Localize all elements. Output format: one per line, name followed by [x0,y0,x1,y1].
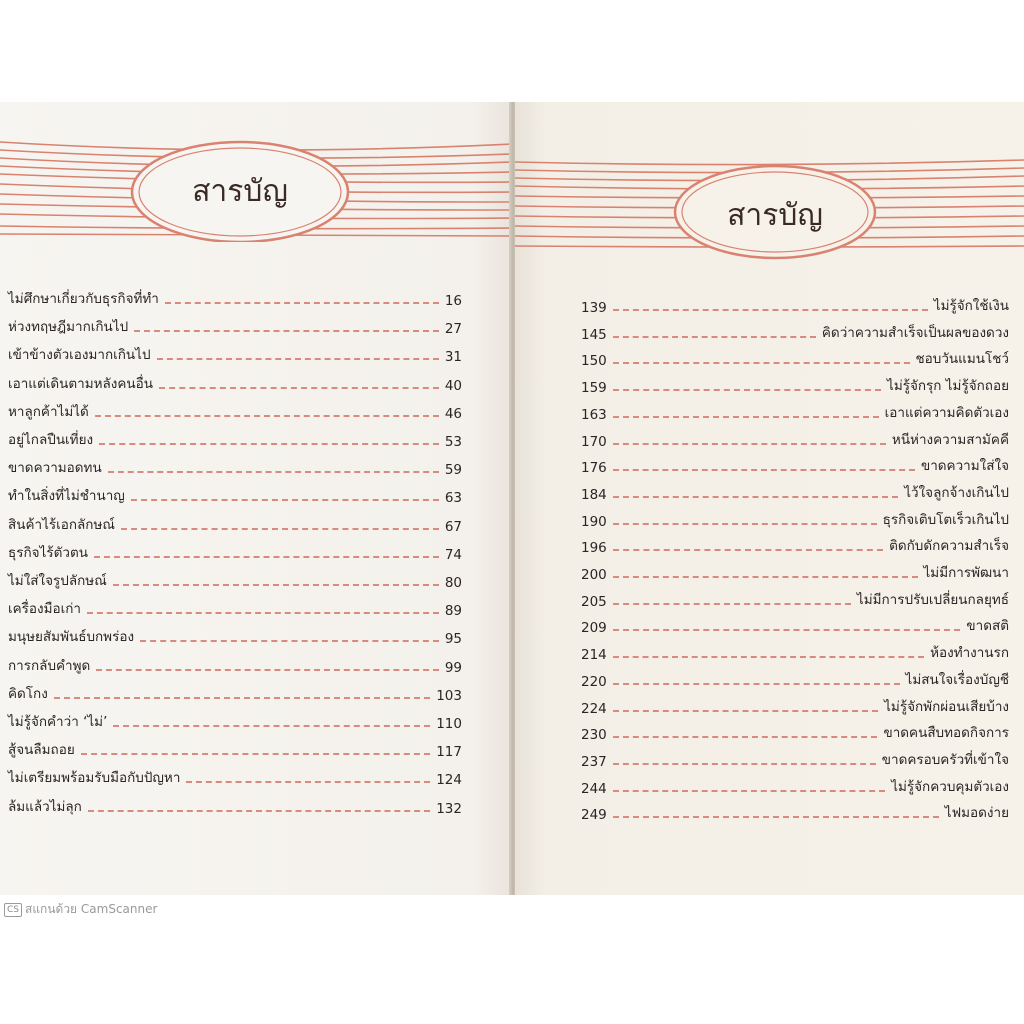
toc-entry [581,347,1009,369]
toc-entry-page: 205 [581,593,607,610]
toc-entry-page: 27 [444,321,462,338]
toc-leader-dots [157,358,439,360]
toc-entry [8,541,462,563]
toc-leader-dots [613,603,851,605]
toc-entry [8,315,462,337]
toc-leader-dots [613,523,877,525]
toc-leader-dots [613,496,898,498]
toc-entry-page: 53 [444,434,462,450]
toc-entry-page: 139 [581,300,607,316]
toc-entry-title: อยู่ไกลปืนเที่ยง [8,432,94,448]
toc-entry [581,428,1009,450]
toc-leader-dots [613,309,928,311]
toc-entry-title: ไม่มีการปรับเปลี่ยนกลยุทธ์ [856,591,1009,608]
toc-leader-dots [113,725,430,727]
toc-entry [581,561,1009,583]
toc-entry-title: หนีห่างความสามัคคี [891,431,1009,448]
toc-entry-title: การกลับคำพูด [8,657,91,674]
toc-entry [8,597,462,619]
toc-entry-page: 220 [581,673,607,690]
toc-entry-title: มนุษยสัมพันธ์บกพร่อง [8,629,135,646]
toc-entry-title: ธุรกิจเติบโตเร็วเกินไป [882,511,1009,528]
toc-entry-page: 124 [436,772,462,789]
toc-entry [581,695,1009,717]
toc-entry [8,372,462,394]
toc-entry-page: 16 [444,293,462,309]
toc-leader-dots [108,471,439,473]
toc-entry-page: 103 [436,687,462,704]
toc-leader-dots [613,416,879,418]
toc-entry [581,748,1009,770]
toc-entry [8,795,462,817]
toc-entry-page: 31 [444,349,462,366]
toc-entry-title: ไม่รู้จักรุก ไม่รู้จักถอย [887,378,1009,395]
toc-entry-title: ติดกับดักความสำเร็จ [889,538,1009,555]
toc-entry-page: 209 [581,620,607,637]
toc-entry [8,400,462,422]
toc-leader-dots [613,362,910,364]
toc-entry-title: ห่วงทฤษฎีมากเกินไป [8,319,129,336]
scanner-watermark-text: สแกนด้วย CamScanner [25,902,158,916]
toc-entry [8,428,462,450]
toc-entry [8,682,462,704]
toc-entry-title: ขาดความอดทน [8,460,102,477]
toc-leader-dots [613,629,961,631]
toc-leader-dots [613,336,816,338]
toc-leader-dots [96,669,439,671]
toc-leader-dots [140,640,439,642]
toc-entry [8,654,462,676]
toc-entry-title: ไม่สนใจเรื่องบัญชี [905,671,1009,688]
toc-entry-page: 89 [444,603,462,620]
toc-entry [8,513,462,535]
toc-leader-dots [159,387,439,389]
toc-entry-page: 249 [581,807,607,824]
toc-leader-dots [613,469,915,471]
toc-entry-page: 230 [581,727,607,744]
toc-entry [581,454,1009,476]
toc-leader-dots [113,584,439,586]
toc-leader-dots [99,443,439,445]
toc-entry-page: 145 [581,326,607,343]
toc-leader-dots [131,499,439,501]
toc-entry-page: 80 [444,575,462,591]
toc-leader-dots [88,810,430,812]
toc-entry-page: 190 [581,513,607,530]
toc-entry-page: 150 [581,353,607,370]
toc-entry-title: สู้จนลืมถอย [8,742,75,759]
toc-entry [8,766,462,788]
toc-entry-title: เอาแต่ความคิดตัวเอง [884,404,1009,421]
toc-entry-page: 74 [444,546,462,563]
toc-entry-title: ชอบวันแมนโชว์ [915,351,1009,368]
toc-entry-title: เอาแต่เดินตามหลังคนอื่น [8,375,153,392]
toc-leader-dots [613,576,918,578]
toc-entry-page: 196 [581,540,607,557]
toc-entry-page: 159 [581,380,607,397]
toc-leader-dots [121,528,439,530]
toc-entry-page: 163 [581,406,607,423]
left-toc-title: สารบัญ [192,174,288,209]
toc-entry-title: ไว้ใจลูกจ้างเกินไป [904,484,1009,501]
toc-leader-dots [613,710,878,712]
toc-entry-page: 224 [581,700,607,717]
toc-entry-page: 46 [444,405,462,422]
toc-entry-page: 184 [581,486,607,503]
toc-entry [581,721,1009,743]
camscanner-logo: CS [4,903,22,917]
toc-leader-dots [165,302,439,304]
toc-entry [581,481,1009,503]
toc-entry-page: 67 [444,518,462,535]
toc-entry-title: คิดว่าความสำเร็จเป็นผลของดวง [821,324,1009,341]
toc-entry-title: ขาดคนสืบทอดกิจการ [883,725,1009,742]
toc-entry-page: 110 [436,716,462,732]
toc-leader-dots [613,549,883,551]
toc-entry-page: 237 [581,753,607,770]
toc-entry-page: 244 [581,780,607,797]
toc-entry-title: ไฟมอดง่าย [944,805,1009,822]
toc-entry-page: 117 [436,744,462,761]
toc-leader-dots [87,612,439,614]
toc-leader-dots [94,556,439,558]
toc-entry-title: เข้าข้างตัวเองมากเกินไป [8,347,151,364]
toc-entry-page: 214 [581,647,607,664]
toc-entry [581,775,1009,797]
toc-entry-page: 95 [444,631,462,648]
toc-entry-title: สินค้าไร้เอกลักษณ์ [8,516,115,533]
toc-entry [581,534,1009,556]
toc-entry-title: หาลูกค้าไม่ได้ [8,403,89,420]
toc-entry-title: คิดโกง [8,685,48,702]
toc-entry-title: ไม่รู้จักใช้เงิน [933,298,1009,314]
toc-entry-title: ไม่ใส่ใจรูปลักษณ์ [8,573,107,589]
toc-entry-title: ขาดสติ [966,618,1009,635]
toc-leader-dots [186,781,430,783]
toc-entry-title: ขาดครอบครัวที่เข้าใจ [881,751,1009,768]
toc-entry [581,801,1009,823]
toc-entry-page: 63 [444,490,462,507]
toc-entry-page: 99 [444,659,462,676]
toc-entry [8,710,462,732]
toc-leader-dots [613,443,886,445]
toc-entry [581,668,1009,690]
toc-entry [8,287,462,309]
toc-entry [581,614,1009,636]
toc-entry-title: ธุรกิจไร้ตัวตน [8,544,88,561]
toc-entry-title: ล้มแล้วไม่ลุก [8,798,82,815]
toc-entry [8,456,462,478]
scanner-watermark [4,900,157,919]
right-toc-title: สารบัญ [727,198,823,233]
toc-entry-title: ขาดความใส่ใจ [920,458,1009,475]
toc-leader-dots [54,697,430,699]
toc-entry [8,625,462,647]
toc-entry [581,374,1009,396]
toc-entry [581,401,1009,423]
toc-entry-title: ไม่ศึกษาเกี่ยวกับธุรกิจที่ทำ [8,291,159,307]
toc-entry-page: 170 [581,433,607,450]
toc-leader-dots [95,415,439,417]
toc-entry [581,588,1009,610]
toc-entry-title: ห้องทำงานรก [930,645,1009,662]
toc-entry [8,738,462,760]
toc-leader-dots [134,330,439,332]
toc-entry-page: 176 [581,460,607,477]
toc-entry [581,321,1009,343]
left-page [0,102,512,895]
toc-entry-page: 59 [444,462,462,479]
toc-entry [581,508,1009,530]
toc-entry [581,294,1009,316]
toc-entry-page: 132 [436,800,462,817]
right-page [515,102,1024,895]
toc-leader-dots [81,753,430,755]
toc-entry [8,569,462,591]
toc-leader-dots [613,389,881,391]
toc-entry [8,343,462,365]
toc-entry-title: ไม่รู้จักคำว่า ‘ไม่’ [8,714,108,730]
toc-leader-dots [613,736,878,738]
toc-entry-title: ไม่มีการพัฒนา [923,565,1009,581]
toc-entry-title: ไม่รู้จักพักผ่อนเสียบ้าง [884,698,1009,715]
toc-leader-dots [613,656,924,658]
toc-leader-dots [613,790,885,792]
toc-leader-dots [613,683,900,685]
toc-entry-title: ไม่เตรียมพร้อมรับมือกับปัญหา [8,770,181,787]
toc-entry-page: 40 [444,377,462,394]
toc-entry-title: ไม่รู้จักควบคุมตัวเอง [891,778,1009,795]
toc-entry-title: เครื่องมือเก่า [8,601,81,618]
toc-leader-dots [613,763,876,765]
toc-entry-title: ทำในสิ่งที่ไม่ชำนาญ [8,488,125,505]
toc-entry [581,641,1009,663]
toc-leader-dots [613,816,939,818]
toc-entry-page: 200 [581,567,607,583]
toc-entry [8,484,462,506]
